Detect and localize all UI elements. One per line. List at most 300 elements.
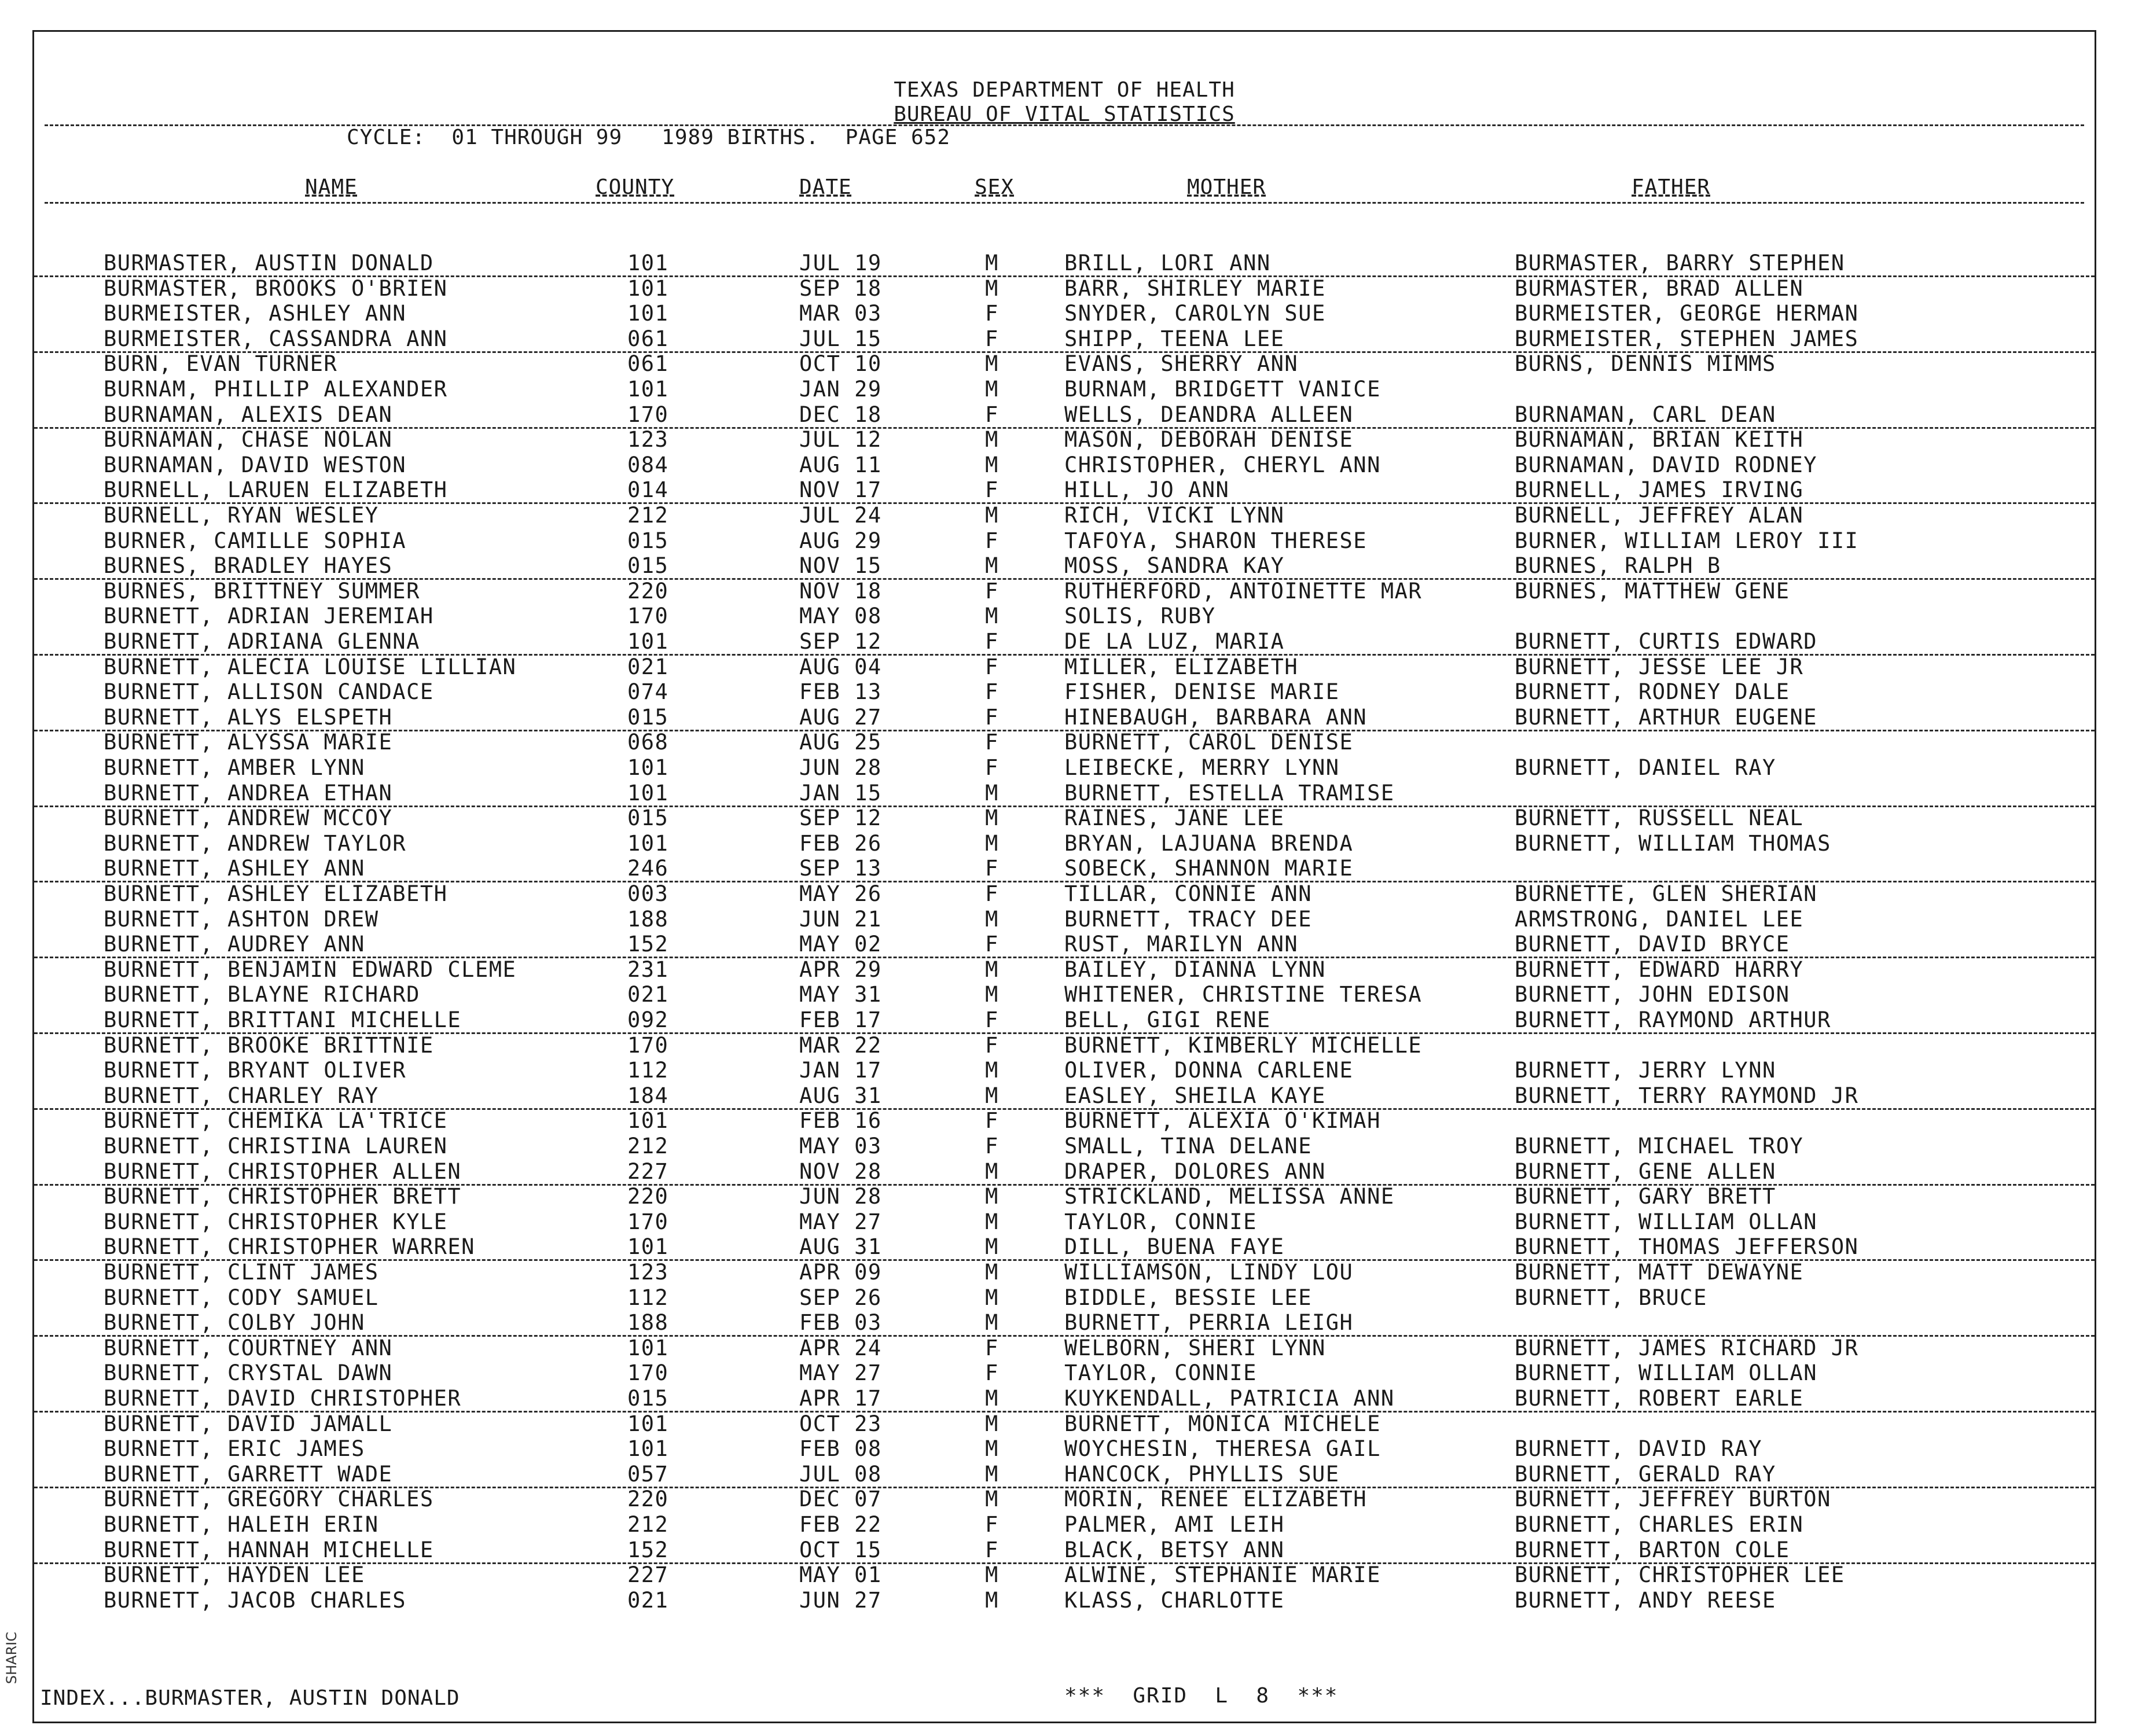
- record-row: [34, 1058, 2095, 1083]
- record-date: MAR 03: [799, 301, 882, 326]
- record-date: SEP 13: [799, 856, 882, 881]
- record-mother: MORIN, RENEE ELIZABETH: [1064, 1487, 1368, 1512]
- record-date: NOV 18: [799, 578, 882, 604]
- record-name: BURNETT, ASHLEY ELIZABETH: [104, 881, 448, 906]
- record-row: [34, 1260, 2095, 1285]
- column-header-sex: SEX: [975, 175, 1015, 199]
- record-row: [34, 730, 2095, 755]
- record-name: BURMASTER, AUSTIN DONALD: [104, 251, 434, 275]
- record-date: SEP 12: [799, 629, 882, 654]
- record-county: 101: [627, 629, 669, 654]
- record-date: FEB 26: [799, 830, 882, 856]
- record-father: BURNETT, JOHN EDISON: [1515, 982, 1790, 1007]
- record-sex: F: [985, 730, 999, 755]
- record-father: BURNETT, DAVID RAY: [1515, 1436, 1762, 1462]
- record-date: JUN 27: [799, 1587, 882, 1613]
- record-county: 123: [627, 427, 669, 453]
- record-sex: F: [985, 881, 999, 906]
- record-name: BURNETT, ANDREW MCCOY: [104, 806, 393, 831]
- record-row: [34, 679, 2095, 704]
- record-name: BURNETT, BLAYNE RICHARD: [104, 982, 420, 1007]
- record-row: [34, 477, 2095, 504]
- record-father: BURNER, WILLIAM LEROY III: [1515, 528, 1859, 553]
- record-county: 057: [627, 1461, 669, 1487]
- record-mother: RICH, VICKI LYNN: [1064, 503, 1285, 528]
- record-father: BURNETT, BRUCE: [1515, 1285, 1707, 1310]
- record-mother: RAINES, JANE LEE: [1064, 806, 1285, 831]
- record-mother: BIDDLE, BESSIE LEE: [1064, 1285, 1312, 1310]
- record-date: SEP 26: [799, 1285, 882, 1310]
- record-row: [34, 326, 2095, 353]
- record-sex: F: [985, 932, 999, 957]
- record-name: BURMEISTER, ASHLEY ANN: [104, 301, 407, 326]
- record-father: BURNETT, JERRY LYNN: [1515, 1058, 1776, 1083]
- record-date: JUL 12: [799, 427, 882, 453]
- record-mother: SNYDER, CAROLYN SUE: [1064, 301, 1326, 326]
- record-row: [34, 932, 2095, 958]
- record-name: BURN, EVAN TURNER: [104, 351, 338, 377]
- record-sex: F: [985, 1134, 999, 1158]
- record-name: BURNETT, DAVID JAMALL: [104, 1411, 393, 1436]
- record-mother: DRAPER, DOLORES ANN: [1064, 1158, 1326, 1184]
- record-date: FEB 13: [799, 679, 882, 705]
- record-date: OCT 23: [799, 1411, 882, 1436]
- record-county: 231: [627, 957, 669, 982]
- record-sex: M: [985, 251, 999, 275]
- record-name: BURNETT, CHARLEY RAY: [104, 1083, 379, 1108]
- record-mother: BURNETT, ALEXIA O'KIMAH: [1064, 1108, 1381, 1134]
- record-mother: CHRISTOPHER, CHERYL ANN: [1064, 452, 1381, 477]
- record-date: AUG 29: [799, 528, 882, 553]
- record-sex: M: [985, 1386, 999, 1411]
- record-date: AUG 31: [799, 1234, 882, 1260]
- record-date: JUL 15: [799, 326, 882, 351]
- record-name: BURNETT, ERIC JAMES: [104, 1436, 365, 1462]
- record-name: BURNETT, BRITTANI MICHELLE: [104, 1007, 462, 1032]
- record-mother: WHITENER, CHRISTINE TERESA: [1064, 982, 1423, 1007]
- column-header-county: COUNTY: [596, 175, 675, 199]
- record-date: NOV 28: [799, 1158, 882, 1184]
- record-name: BURNAMAN, ALEXIS DEAN: [104, 402, 393, 427]
- record-county: 061: [627, 351, 669, 377]
- record-sex: M: [985, 1562, 999, 1588]
- record-sex: F: [985, 477, 999, 503]
- record-father: BURNETT, DANIEL RAY: [1515, 755, 1776, 780]
- record-sex: M: [985, 604, 999, 629]
- record-sex: F: [985, 629, 999, 654]
- record-name: BURNETT, ADRIAN JEREMIAH: [104, 604, 434, 629]
- record-date: JAN 17: [799, 1058, 882, 1083]
- record-name: BURNETT, GARRETT WADE: [104, 1461, 393, 1487]
- record-sex: F: [985, 1335, 999, 1360]
- record-father: BURNETT, GARY BRETT: [1515, 1184, 1776, 1209]
- record-name: BURNAMAN, DAVID WESTON: [104, 452, 407, 477]
- record-name: BURNETT, HANNAH MICHELLE: [104, 1537, 434, 1562]
- record-date: MAY 26: [799, 881, 882, 906]
- record-county: 101: [627, 301, 669, 326]
- record-father: BURNETT, WILLIAM THOMAS: [1515, 830, 1831, 856]
- record-name: BURNETT, AUDREY ANN: [104, 932, 365, 957]
- record-name: BURNETT, CHEMIKA LA'TRICE: [104, 1108, 448, 1134]
- record-name: BURNETT, ALLISON CANDACE: [104, 679, 434, 705]
- record-county: 188: [627, 906, 669, 932]
- record-date: MAY 08: [799, 604, 882, 629]
- record-row: [34, 1411, 2095, 1436]
- record-row: [34, 377, 2095, 402]
- record-name: BURNETT, COURTNEY ANN: [104, 1335, 393, 1360]
- record-county: 170: [627, 402, 669, 427]
- record-date: OCT 15: [799, 1537, 882, 1562]
- record-date: DEC 07: [799, 1487, 882, 1512]
- record-sex: F: [985, 301, 999, 326]
- record-county: 021: [627, 654, 669, 679]
- record-father: BURNETT, GENE ALLEN: [1515, 1158, 1776, 1184]
- record-sex: M: [985, 1158, 999, 1184]
- record-father: BURNETT, RAYMOND ARTHUR: [1515, 1007, 1831, 1032]
- record-row: [34, 503, 2095, 528]
- record-name: BURNETT, CHRISTINA LAUREN: [104, 1134, 448, 1158]
- record-sex: M: [985, 1260, 999, 1285]
- record-father: BURNETT, TERRY RAYMOND JR: [1515, 1083, 1859, 1108]
- record-name: BURNETT, GREGORY CHARLES: [104, 1487, 434, 1512]
- record-name: BURNES, BRADLEY HAYES: [104, 553, 393, 579]
- record-father: BURNETTE, GLEN SHERIAN: [1515, 881, 1818, 906]
- record-name: BURNETT, BRYANT OLIVER: [104, 1058, 407, 1083]
- record-sex: M: [985, 1184, 999, 1209]
- record-father: BURNETT, EDWARD HARRY: [1515, 957, 1804, 982]
- record-row: [34, 1007, 2095, 1034]
- record-date: JUL 24: [799, 503, 882, 528]
- record-row: [34, 553, 2095, 580]
- record-sex: F: [985, 856, 999, 881]
- record-name: BURNETT, ALECIA LOUISE LILLIAN: [104, 654, 517, 679]
- record-row: [34, 1083, 2095, 1110]
- record-sex: F: [985, 1108, 999, 1134]
- record-county: 101: [627, 830, 669, 856]
- record-mother: FISHER, DENISE MARIE: [1064, 679, 1340, 705]
- record-mother: BURNETT, ESTELLA TRAMISE: [1064, 780, 1395, 806]
- record-sex: M: [985, 377, 999, 402]
- record-mother: ALWINE, STEPHANIE MARIE: [1064, 1562, 1381, 1588]
- record-county: 014: [627, 477, 669, 503]
- record-name: BURNETT, BROOKE BRITTNIE: [104, 1032, 434, 1058]
- record-mother: WOYCHESIN, THERESA GAIL: [1064, 1436, 1381, 1462]
- record-date: APR 24: [799, 1335, 882, 1360]
- agency-title: TEXAS DEPARTMENT OF HEALTH: [894, 78, 1235, 102]
- record-father: BURNAMAN, DAVID RODNEY: [1515, 452, 1818, 477]
- record-name: BURNETT, ADRIANA GLENNA: [104, 629, 420, 654]
- record-sex: M: [985, 1411, 999, 1436]
- record-row: [34, 856, 2095, 882]
- record-row: [34, 755, 2095, 780]
- record-name: BURNETT, ASHLEY ANN: [104, 856, 365, 881]
- record-father: BURNETT, RUSSELL NEAL: [1515, 806, 1804, 831]
- record-date: JUN 28: [799, 755, 882, 780]
- records-list: [34, 32, 2095, 1722]
- record-county: 220: [627, 578, 669, 604]
- record-name: BURNETT, CLINT JAMES: [104, 1260, 379, 1285]
- record-father: BURNES, RALPH B: [1515, 553, 1721, 579]
- record-father: BURNES, MATTHEW GENE: [1515, 578, 1790, 604]
- record-father: BURNAMAN, CARL DEAN: [1515, 402, 1776, 427]
- record-mother: BELL, GIGI RENE: [1064, 1007, 1271, 1032]
- record-name: BURNES, BRITTNEY SUMMER: [104, 578, 420, 604]
- record-father: BURNETT, CHRISTOPHER LEE: [1515, 1562, 1845, 1588]
- record-county: 015: [627, 528, 669, 553]
- column-header-mother: MOTHER: [1187, 175, 1266, 199]
- record-name: BURNETT, AMBER LYNN: [104, 755, 365, 780]
- record-mother: OLIVER, DONNA CARLENE: [1064, 1058, 1354, 1083]
- record-date: SEP 12: [799, 806, 882, 831]
- record-mother: BLACK, BETSY ANN: [1064, 1537, 1285, 1562]
- record-father: ARMSTRONG, DANIEL LEE: [1515, 906, 1804, 932]
- record-mother: BURNETT, KIMBERLY MICHELLE: [1064, 1032, 1423, 1058]
- record-date: MAY 31: [799, 982, 882, 1007]
- record-mother: HINEBAUGH, BARBARA ANN: [1064, 704, 1368, 730]
- record-mother: WELBORN, SHERI LYNN: [1064, 1335, 1326, 1360]
- record-sex: F: [985, 326, 999, 351]
- record-mother: MILLER, ELIZABETH: [1064, 654, 1299, 679]
- record-date: MAR 22: [799, 1032, 882, 1058]
- record-row: [34, 1134, 2095, 1158]
- record-county: 112: [627, 1285, 669, 1310]
- record-row: [34, 1588, 2095, 1613]
- record-row: [34, 957, 2095, 982]
- record-sex: M: [985, 1587, 999, 1613]
- record-mother: BAILEY, DIANNA LYNN: [1064, 957, 1326, 982]
- record-mother: DE LA LUZ, MARIA: [1064, 629, 1285, 654]
- record-father: BURNETT, GERALD RAY: [1515, 1461, 1776, 1487]
- record-county: 021: [627, 982, 669, 1007]
- record-row: [34, 806, 2095, 830]
- record-father: BURNS, DENNIS MIMMS: [1515, 351, 1776, 377]
- record-row: [34, 1512, 2095, 1537]
- record-county: 212: [627, 503, 669, 528]
- record-date: FEB 16: [799, 1108, 882, 1134]
- column-header-date: DATE: [799, 175, 852, 199]
- record-row: [34, 579, 2095, 604]
- record-name: BURNETT, HALEIH ERIN: [104, 1512, 379, 1537]
- record-county: 101: [627, 1108, 669, 1134]
- record-county: 101: [627, 780, 669, 806]
- record-father: BURNETT, ROBERT EARLE: [1515, 1386, 1804, 1411]
- record-name: BURNER, CAMILLE SOPHIA: [104, 528, 407, 553]
- record-date: JAN 29: [799, 377, 882, 402]
- record-county: 101: [627, 1335, 669, 1360]
- record-county: 068: [627, 730, 669, 755]
- record-row: [34, 1562, 2095, 1587]
- record-row: [34, 1285, 2095, 1310]
- record-father: BURNETT, THOMAS JEFFERSON: [1515, 1234, 1859, 1260]
- record-date: MAY 01: [799, 1562, 882, 1588]
- record-county: 021: [627, 1587, 669, 1613]
- record-sex: M: [985, 275, 999, 301]
- record-date: FEB 17: [799, 1007, 882, 1032]
- document-frame: [32, 30, 2096, 1723]
- record-row: [34, 654, 2095, 679]
- record-date: APR 17: [799, 1386, 882, 1411]
- record-sex: M: [985, 1058, 999, 1083]
- record-date: MAY 03: [799, 1134, 882, 1158]
- record-row: [34, 907, 2095, 932]
- record-sex: M: [985, 1436, 999, 1462]
- record-county: 101: [627, 275, 669, 301]
- record-county: 170: [627, 1360, 669, 1386]
- record-mother: RUTHERFORD, ANTOINETTE MAR: [1064, 578, 1423, 604]
- record-name: BURNETT, CHRISTOPHER KYLE: [104, 1209, 448, 1234]
- record-row: [34, 1209, 2095, 1234]
- record-sex: F: [985, 1360, 999, 1386]
- record-father: BURNETT, ANDY REESE: [1515, 1587, 1776, 1613]
- record-county: 101: [627, 251, 669, 275]
- record-name: BURNETT, CODY SAMUEL: [104, 1285, 379, 1310]
- record-mother: BRYAN, LAJUANA BRENDA: [1064, 830, 1354, 856]
- record-sex: M: [985, 906, 999, 932]
- record-sex: M: [985, 1461, 999, 1487]
- record-row: [34, 402, 2095, 429]
- record-name: BURNAMAN, CHASE NOLAN: [104, 427, 393, 453]
- record-date: OCT 10: [799, 351, 882, 377]
- record-mother: WELLS, DEANDRA ALLEEN: [1064, 402, 1354, 427]
- record-mother: TAYLOR, CONNIE: [1064, 1209, 1257, 1234]
- record-date: JUN 21: [799, 906, 882, 932]
- record-father: BURMEISTER, STEPHEN JAMES: [1515, 326, 1859, 351]
- record-row: [34, 1336, 2095, 1360]
- record-sex: M: [985, 1234, 999, 1260]
- record-sex: M: [985, 452, 999, 477]
- record-county: 003: [627, 881, 669, 906]
- record-name: BURNETT, ALYS ELSPETH: [104, 704, 393, 730]
- record-county: 101: [627, 1436, 669, 1462]
- record-county: 101: [627, 755, 669, 780]
- record-sex: F: [985, 1537, 999, 1562]
- record-row: [34, 982, 2095, 1007]
- record-county: 184: [627, 1083, 669, 1108]
- record-mother: HILL, JO ANN: [1064, 477, 1230, 503]
- record-name: BURNETT, BENJAMIN EDWARD CLEME: [104, 957, 517, 982]
- record-row: [34, 351, 2095, 376]
- record-date: APR 29: [799, 957, 882, 982]
- record-date: SEP 18: [799, 275, 882, 301]
- record-name: BURMASTER, BROOKS O'BRIEN: [104, 275, 448, 301]
- record-sex: F: [985, 704, 999, 730]
- record-sex: M: [985, 780, 999, 806]
- record-name: BURNAM, PHILLIP ALEXANDER: [104, 377, 448, 402]
- record-row: [34, 1033, 2095, 1058]
- record-county: 188: [627, 1310, 669, 1336]
- record-row: [34, 1360, 2095, 1385]
- record-row: [34, 1310, 2095, 1337]
- record-father: BURNAMAN, BRIAN KEITH: [1515, 427, 1804, 453]
- record-county: 112: [627, 1058, 669, 1083]
- record-father: BURNETT, DAVID BRYCE: [1515, 932, 1790, 957]
- bureau-title: BUREAU OF VITAL STATISTICS: [894, 102, 1235, 126]
- record-row: [34, 604, 2095, 628]
- record-mother: BURNETT, TRACY DEE: [1064, 906, 1312, 932]
- record-sex: M: [985, 1487, 999, 1512]
- record-mother: KLASS, CHARLOTTE: [1064, 1587, 1285, 1613]
- record-mother: EASLEY, SHEILA KAYE: [1064, 1083, 1326, 1108]
- record-date: AUG 27: [799, 704, 882, 730]
- record-name: BURNELL, LARUEN ELIZABETH: [104, 477, 448, 503]
- grid-footer: *** GRID L 8 ***: [1064, 1684, 1339, 1708]
- record-name: BURNETT, JACOB CHARLES: [104, 1587, 407, 1613]
- record-date: AUG 04: [799, 654, 882, 679]
- record-sex: F: [985, 679, 999, 705]
- record-county: 092: [627, 1007, 669, 1032]
- record-sex: F: [985, 654, 999, 679]
- record-father: BURNETT, MATT DEWAYNE: [1515, 1260, 1804, 1285]
- record-mother: RUST, MARILYN ANN: [1064, 932, 1299, 957]
- record-mother: MOSS, SANDRA KAY: [1064, 553, 1285, 579]
- record-name: BURNETT, COLBY JOHN: [104, 1310, 365, 1336]
- record-mother: SMALL, TINA DELANE: [1064, 1134, 1312, 1158]
- record-father: BURNETT, BARTON COLE: [1515, 1537, 1790, 1562]
- column-header-father: FATHER: [1632, 175, 1711, 199]
- record-county: 015: [627, 1386, 669, 1411]
- record-father: BURMEISTER, GEORGE HERMAN: [1515, 301, 1859, 326]
- record-mother: HANCOCK, PHYLLIS SUE: [1064, 1461, 1340, 1487]
- record-date: MAY 27: [799, 1360, 882, 1386]
- record-county: 084: [627, 452, 669, 477]
- record-row: [34, 1538, 2095, 1564]
- record-mother: SOLIS, RUBY: [1064, 604, 1216, 629]
- record-mother: MASON, DEBORAH DENISE: [1064, 427, 1354, 453]
- record-date: JUL 19: [799, 251, 882, 275]
- record-county: 123: [627, 1260, 669, 1285]
- record-sex: M: [985, 503, 999, 528]
- record-row: [34, 1159, 2095, 1186]
- record-row: [34, 1386, 2095, 1413]
- record-date: AUG 25: [799, 730, 882, 755]
- record-date: APR 09: [799, 1260, 882, 1285]
- record-county: 170: [627, 1032, 669, 1058]
- record-father: BURNETT, ARTHUR EUGENE: [1515, 704, 1818, 730]
- record-sex: M: [985, 1083, 999, 1108]
- record-mother: STRICKLAND, MELISSA ANNE: [1064, 1184, 1395, 1209]
- record-date: MAY 27: [799, 1209, 882, 1234]
- record-mother: LEIBECKE, MERRY LYNN: [1064, 755, 1340, 780]
- record-sex: M: [985, 806, 999, 831]
- record-row: [34, 528, 2095, 553]
- record-county: 152: [627, 1537, 669, 1562]
- record-sex: M: [985, 1285, 999, 1310]
- record-sex: F: [985, 755, 999, 780]
- record-row: [34, 453, 2095, 477]
- record-date: JUN 28: [799, 1184, 882, 1209]
- cycle-line: CYCLE: 01 THROUGH 99 1989 BIRTHS. PAGE 652: [347, 126, 950, 149]
- record-county: 170: [627, 1209, 669, 1234]
- record-row: [34, 1487, 2095, 1511]
- record-date: DEC 18: [799, 402, 882, 427]
- record-mother: DILL, BUENA FAYE: [1064, 1234, 1285, 1260]
- record-date: AUG 11: [799, 452, 882, 477]
- record-sex: F: [985, 402, 999, 427]
- record-row: [34, 276, 2095, 301]
- record-name: BURNETT, ANDREW TAYLOR: [104, 830, 407, 856]
- record-name: BURNETT, CHRISTOPHER BRETT: [104, 1184, 462, 1209]
- record-father: BURNETT, JAMES RICHARD JR: [1515, 1335, 1859, 1360]
- record-county: 015: [627, 553, 669, 579]
- record-mother: PALMER, AMI LEIH: [1064, 1512, 1285, 1537]
- record-name: BURNETT, HAYDEN LEE: [104, 1562, 365, 1588]
- record-mother: BARR, SHIRLEY MARIE: [1064, 275, 1326, 301]
- record-date: FEB 03: [799, 1310, 882, 1336]
- record-date: JUL 08: [799, 1461, 882, 1487]
- record-county: 015: [627, 704, 669, 730]
- record-county: 152: [627, 932, 669, 957]
- record-name: BURMEISTER, CASSANDRA ANN: [104, 326, 448, 351]
